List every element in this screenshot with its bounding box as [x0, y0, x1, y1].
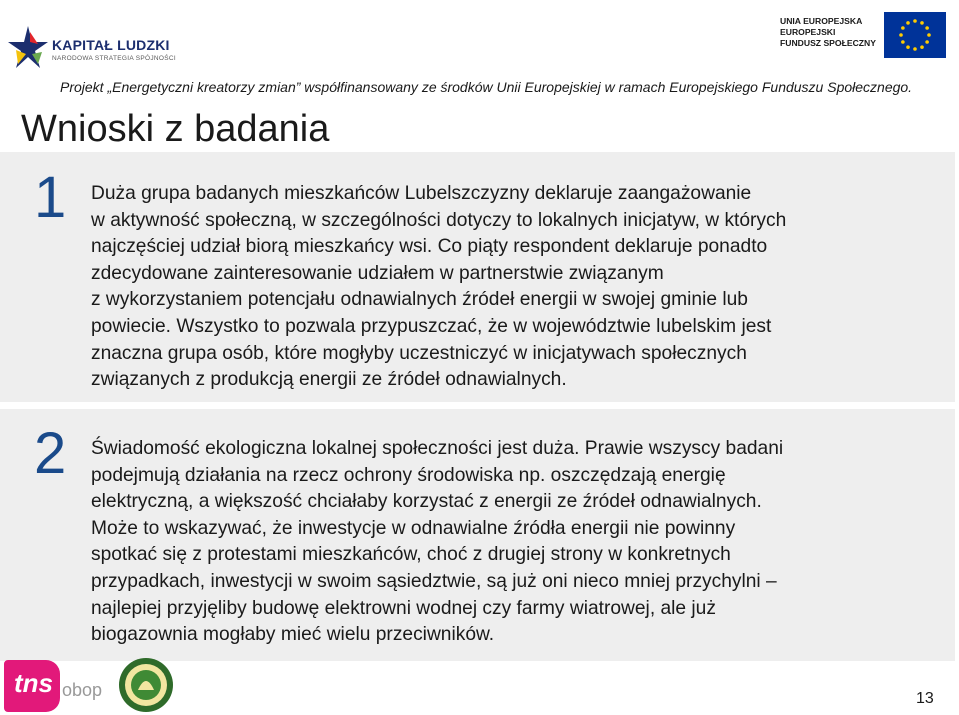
eu-star-icon [927, 33, 931, 37]
eu-flag-icon [884, 12, 946, 58]
text-line: Duża grupa badanych mieszkańców Lubelszczyzny deklaruje zaangażowanie [91, 183, 752, 204]
eu-line-2: EUROPEJSKI [780, 27, 836, 37]
text-line: w aktywność społeczną, w szczególności dotyczy to lokalnych inicjatyw, w których [91, 209, 787, 231]
text-line: spotkać się z protestami mieszkańców, choć z drugiej strony w konkretnych [91, 544, 731, 566]
eu-star-icon [906, 45, 910, 49]
eu-star-icon [920, 45, 924, 49]
obop-logo-text: obop [62, 680, 103, 700]
eu-star-icon [925, 26, 929, 30]
page-title: Wnioski z badania [21, 108, 330, 150]
conclusion-text-2 [91, 436, 891, 649]
eu-logo-text [780, 16, 880, 49]
project-funding-line: Projekt „Energetyczni kreatorzy zmian” współfinansowany ze środków Unii Europejskiej w ramach Europejskiego Funduszu Społecznego. [60, 79, 913, 95]
eu-star-icon [925, 40, 929, 44]
star-logo-icon [8, 24, 50, 72]
text-line: powiecie. Wszystko to pozwala przypuszczać, że w województwie lubelskim jest [91, 315, 772, 337]
kapital-ludzki-logo [8, 22, 178, 74]
eu-logo [780, 4, 956, 66]
text-line: zdecydowane zainteresowanie udziałem w partnerstwie związanym [91, 262, 664, 284]
page-number: 13 [916, 690, 934, 707]
eu-star-icon [899, 33, 903, 37]
text-line: Może to wskazywać, że inwestycje w odnawialne źródła energii nie powinny [91, 517, 736, 539]
text-line: najlepiej przyjęliby budowę elektrowni wodnej czy farmy wiatrowej, ale już [91, 597, 716, 619]
eu-star-icon [906, 21, 910, 25]
organic-food-seal-icon [116, 656, 176, 714]
eu-line-1: UNIA EUROPEJSKA [780, 16, 863, 26]
eu-star-icon [901, 26, 905, 30]
text-line: elektryczną, a większość chciałaby korzystać z energii ze źródeł odnawialnych. [91, 491, 762, 513]
eu-line-3: FUNDUSZ SPOŁECZNY [780, 38, 876, 48]
text-line: przypadkach, inwestycji w swoim sąsiedztwie, są już oni nieco mniej przychylni – [91, 570, 777, 592]
conclusion-number-2: 2 [34, 421, 67, 486]
kl-logo-title: KAPITAŁ LUDZKI [52, 37, 170, 53]
conclusion-text-1 [91, 181, 891, 394]
text-line: podejmują działania na rzecz ochrony środowiska np. oszczędzają energię [91, 464, 726, 486]
eu-star-icon [901, 40, 905, 44]
text-line: najczęściej udział biorą mieszkańcy wsi. Co piąty respondent deklaruje ponadto [91, 236, 768, 258]
text-line: znaczna grupa osób, które mogłyby uczestniczyć w inicjatywach społecznych [91, 342, 747, 364]
eu-star-icon [913, 19, 917, 23]
tns-obop-logo [4, 660, 103, 712]
text-line: biogazownia mogłaby mieć wielu przeciwników. [91, 624, 495, 646]
eu-star-icon [920, 21, 924, 25]
text-line: Świadomość ekologiczna lokalnej społeczności jest duża. Prawie wszyscy badani [91, 438, 784, 459]
kl-logo-subtitle: NARODOWA STRATEGIA SPÓJNOŚCI [52, 55, 176, 62]
eu-star-icon [913, 47, 917, 51]
text-line: związanych z produkcją energii ze źródeł odnawialnych. [91, 369, 567, 391]
tns-logo-text: tns [14, 668, 53, 698]
text-line: z wykorzystaniem potencjału odnawialnych źródeł energii w swojej gminie lub [91, 289, 748, 311]
conclusion-number-1: 1 [34, 165, 67, 230]
